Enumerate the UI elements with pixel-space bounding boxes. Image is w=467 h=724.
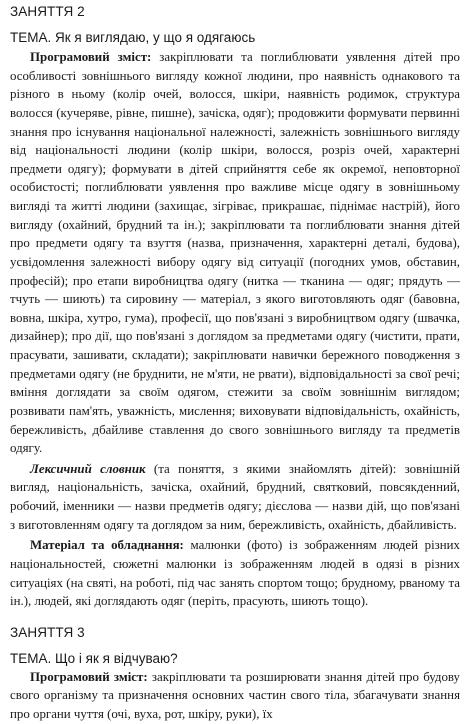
lesson-2-materials-paragraph: [10, 536, 460, 611]
materials-label: Матеріал та обладнання:: [30, 538, 184, 553]
lesson-3-topic: ТЕМА. Що і як я відчуваю?: [10, 650, 178, 666]
materials-text: малюнки (фото) із зображенням людей різних національностей, сюжетні малюнки із зображенням людей в одязі в різних ситуаціях (на святі, на роботі, під час занять спортом тощо; брудному, рваному та ін.), людей, які доглядають одяг (періть, прасують, шиють тощо).: [10, 538, 460, 609]
lesson-3-program-paragraph: [10, 668, 460, 724]
lesson-2-vocabulary-paragraph: [10, 460, 460, 535]
lesson-2-program-paragraph: [10, 48, 460, 458]
vocabulary-label: Лексичний словник: [30, 461, 146, 476]
program-content-text: закріплювати та розширювати знання дітей про будову свого організму та призначення основних частин свого тіла, збагачувати знання про органи чуття (очі, вуха, рот, шкіру, руки), їх: [10, 669, 460, 721]
lesson-2-heading: ЗАНЯТТЯ 2: [10, 4, 85, 19]
program-content-label: Програмовий зміст:: [30, 669, 148, 684]
lesson-3-heading: ЗАНЯТТЯ 3: [10, 624, 85, 640]
document-page: [10, 0, 460, 724]
lesson-2-topic: ТЕМА. Як я виглядаю, у що я одягаюсь: [10, 30, 256, 45]
program-content-text: закріплювати та поглиблювати уявлення дітей про особливості зовнішнього вигляду кожної людини, про наявність однакового та різного в ньому (колір очей, волосся, шкіри, наявність родимок, структура волосся (кучеряве, рівне, пишне), зачіска, одяг); продовжити формувати первинні знання про існування національної належності, залежність зовнішнього вигляду від національності людини (колір шкіри, волосся, розріз очей, характерні предмети одягу); формувати в дітей сприйняття себе як окремої, неповторної особистості; поглиблювати уявлення про важливе місце одягу в зовнішньому вигляді та житті людини (захищає, зігріває, прикрашає, піднімає настрій), його вигляду (охайний, брудний та ін.); закріплювати та поглиблювати знання дітей про предмети одягу та взуття (назва, призначення, характерні деталі, будова), усвідомлення залежності вибору одягу від ситуації (погодних умов, обставин, професій); про етапи виробництва одягу (нитка — тканина — одяг; прядуть — тчуть — шиють) та сировину — матеріал, з якого виготовляють одяг (бавовна, вовна, шкіра, хутро, гума), професії, що пов'язані з виробництвом одягу (швачка, дизайнер); про дії, що пов'язані з доглядом за предметами одягу (чистити, прати, прасувати, зашивати, складати); закріплювати навички бережного поводження з предметами одягу (не бруднити, не м'яти, не рвати), відповідальності за свої речі; вміння доглядати за своїм одягом, стежити за своїм зовнішнім виглядом; розвивати пам'ять, уважність, мислення; виховувати відповідальність, охайність, бережливість, дбайливе ставлення до свого зовнішнього вигляду та предметів одягу.: [10, 50, 460, 456]
program-content-label: Програмовий зміст:: [30, 50, 152, 64]
vocabulary-text: (та поняття, з якими знайомлять дітей): зовнішній вигляд, національність, зачіска, охайний, брудний, святковий, повсякденний, робочий, іменники — назви предметів одягу; дієслова — назви дій, що пов'язані з виготовленням одягу та доглядом за ним, бережливість, охайність, дбайливість.: [10, 461, 460, 532]
